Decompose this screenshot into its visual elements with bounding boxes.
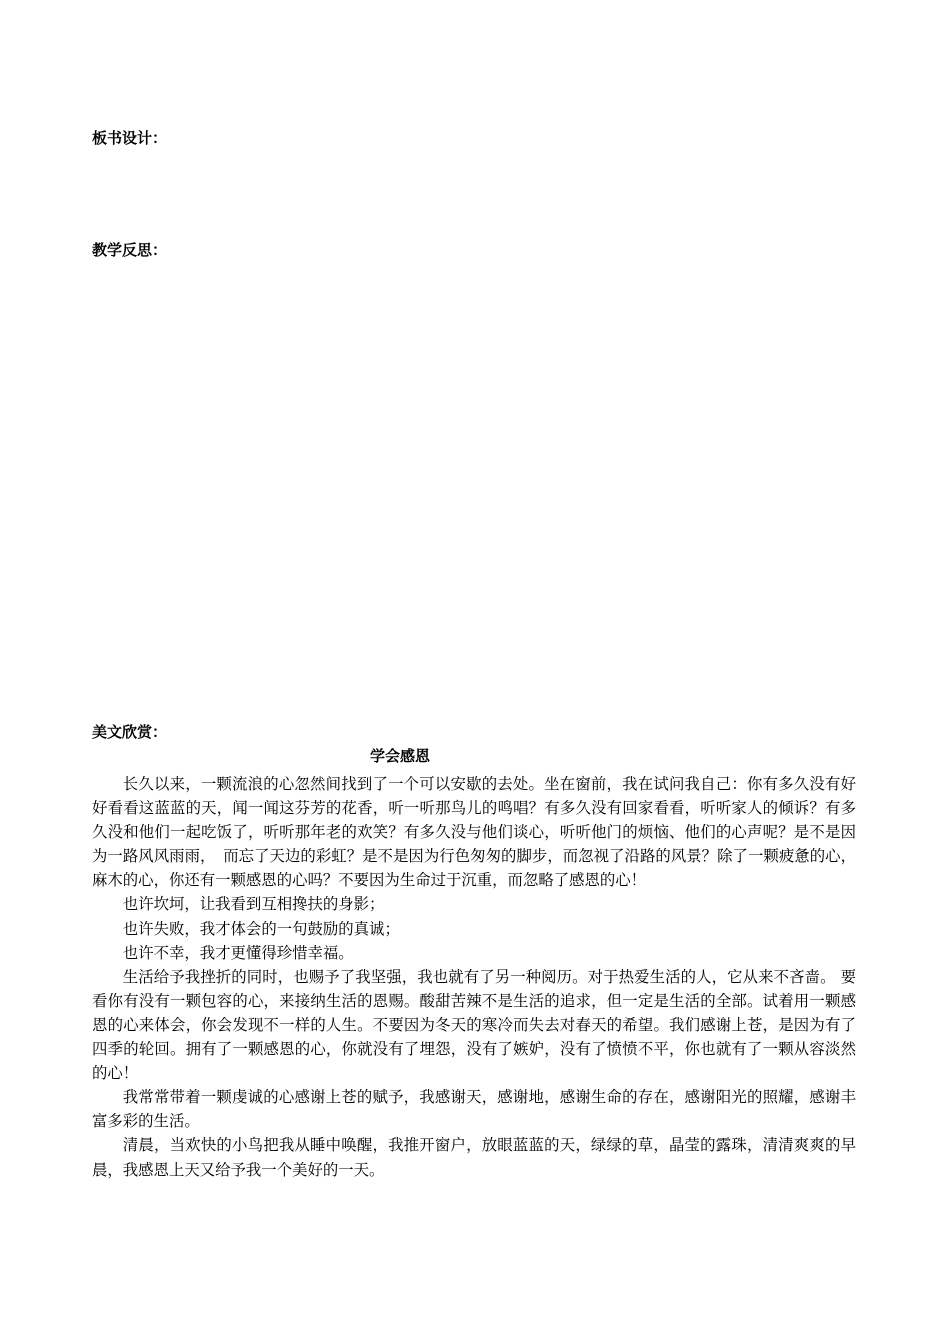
article-paragraph: 我常常带着一颗虔诚的心感谢上苍的赋予，我感谢天，感谢地，感谢生命的存在，感谢阳光的照耀，感谢丰富多彩的生活。 [92, 1088, 856, 1131]
article-paragraph: 也许不幸，我才更懂得珍惜幸福。 [122, 943, 354, 962]
article-title: 学会感恩 [369, 747, 430, 765]
article-paragraph: 也许失败，我才体会的一句鼓励的真诚； [122, 919, 400, 938]
article-paragraph: 也许坎坷，让我看到互相搀扶的身影； [122, 895, 385, 914]
article-body [92, 772, 856, 1182]
article-paragraph: 生活给予我挫折的同时，也赐予了我坚强，我也就有了另一种阅历。对于热爱生活的人，它从来不吝啬。 要看你有没有一颗包容的心，来接纳生活的恩赐。酸甜苦辣不是生活的追求，但一定是生活的全部。试着用一颗感恩的心来体会，你会发现不一样的人生。不要因为冬天的寒冷而失去对春天的希望。我们感谢上苍，是因为有了四季的轮回。拥有了一颗感恩的心，你就没有了埋怨，没有了嫉妒，没有了愤愤不平，你也就有了一颗从容淡然的心！ [92, 967, 856, 1083]
board-design-heading: 板书设计： [92, 129, 168, 147]
article-paragraph: 长久以来，一颗流浪的心忽然间找到了一个可以安歇的去处。坐在窗前，我在试问我自己：你有多久没有好好看看这蓝蓝的天，闻一闻这芬芳的花香，听一听那鸟儿的鸣唱？有多久没有回家看看，听听家人的倾诉？有多久没和他们一起吃饭了，听听那年老的欢笑？有多久没与他们谈心，听听他门的烦恼、他们的心声呢？是不是因为一路风风雨雨， 而忘了天边的彩虹？是不是因为行色匆匆的脚步，而忽视了沿路的风景？除了一颗疲惫的心，麻木的心，你还有一颗感恩的心吗？不要因为生命过于沉重，而忽略了感恩的心！ [92, 775, 856, 890]
article-paragraph: 清晨，当欢快的小鸟把我从睡中唤醒，我推开窗户，放眼蓝蓝的天，绿绿的草，晶莹的露珠，清清爽爽的早晨，我感恩上天又给予我一个美好的一天。 [92, 1136, 856, 1179]
appreciation-heading: 美文欣赏： [92, 723, 168, 741]
teaching-reflection-heading: 教学反思： [92, 241, 168, 259]
